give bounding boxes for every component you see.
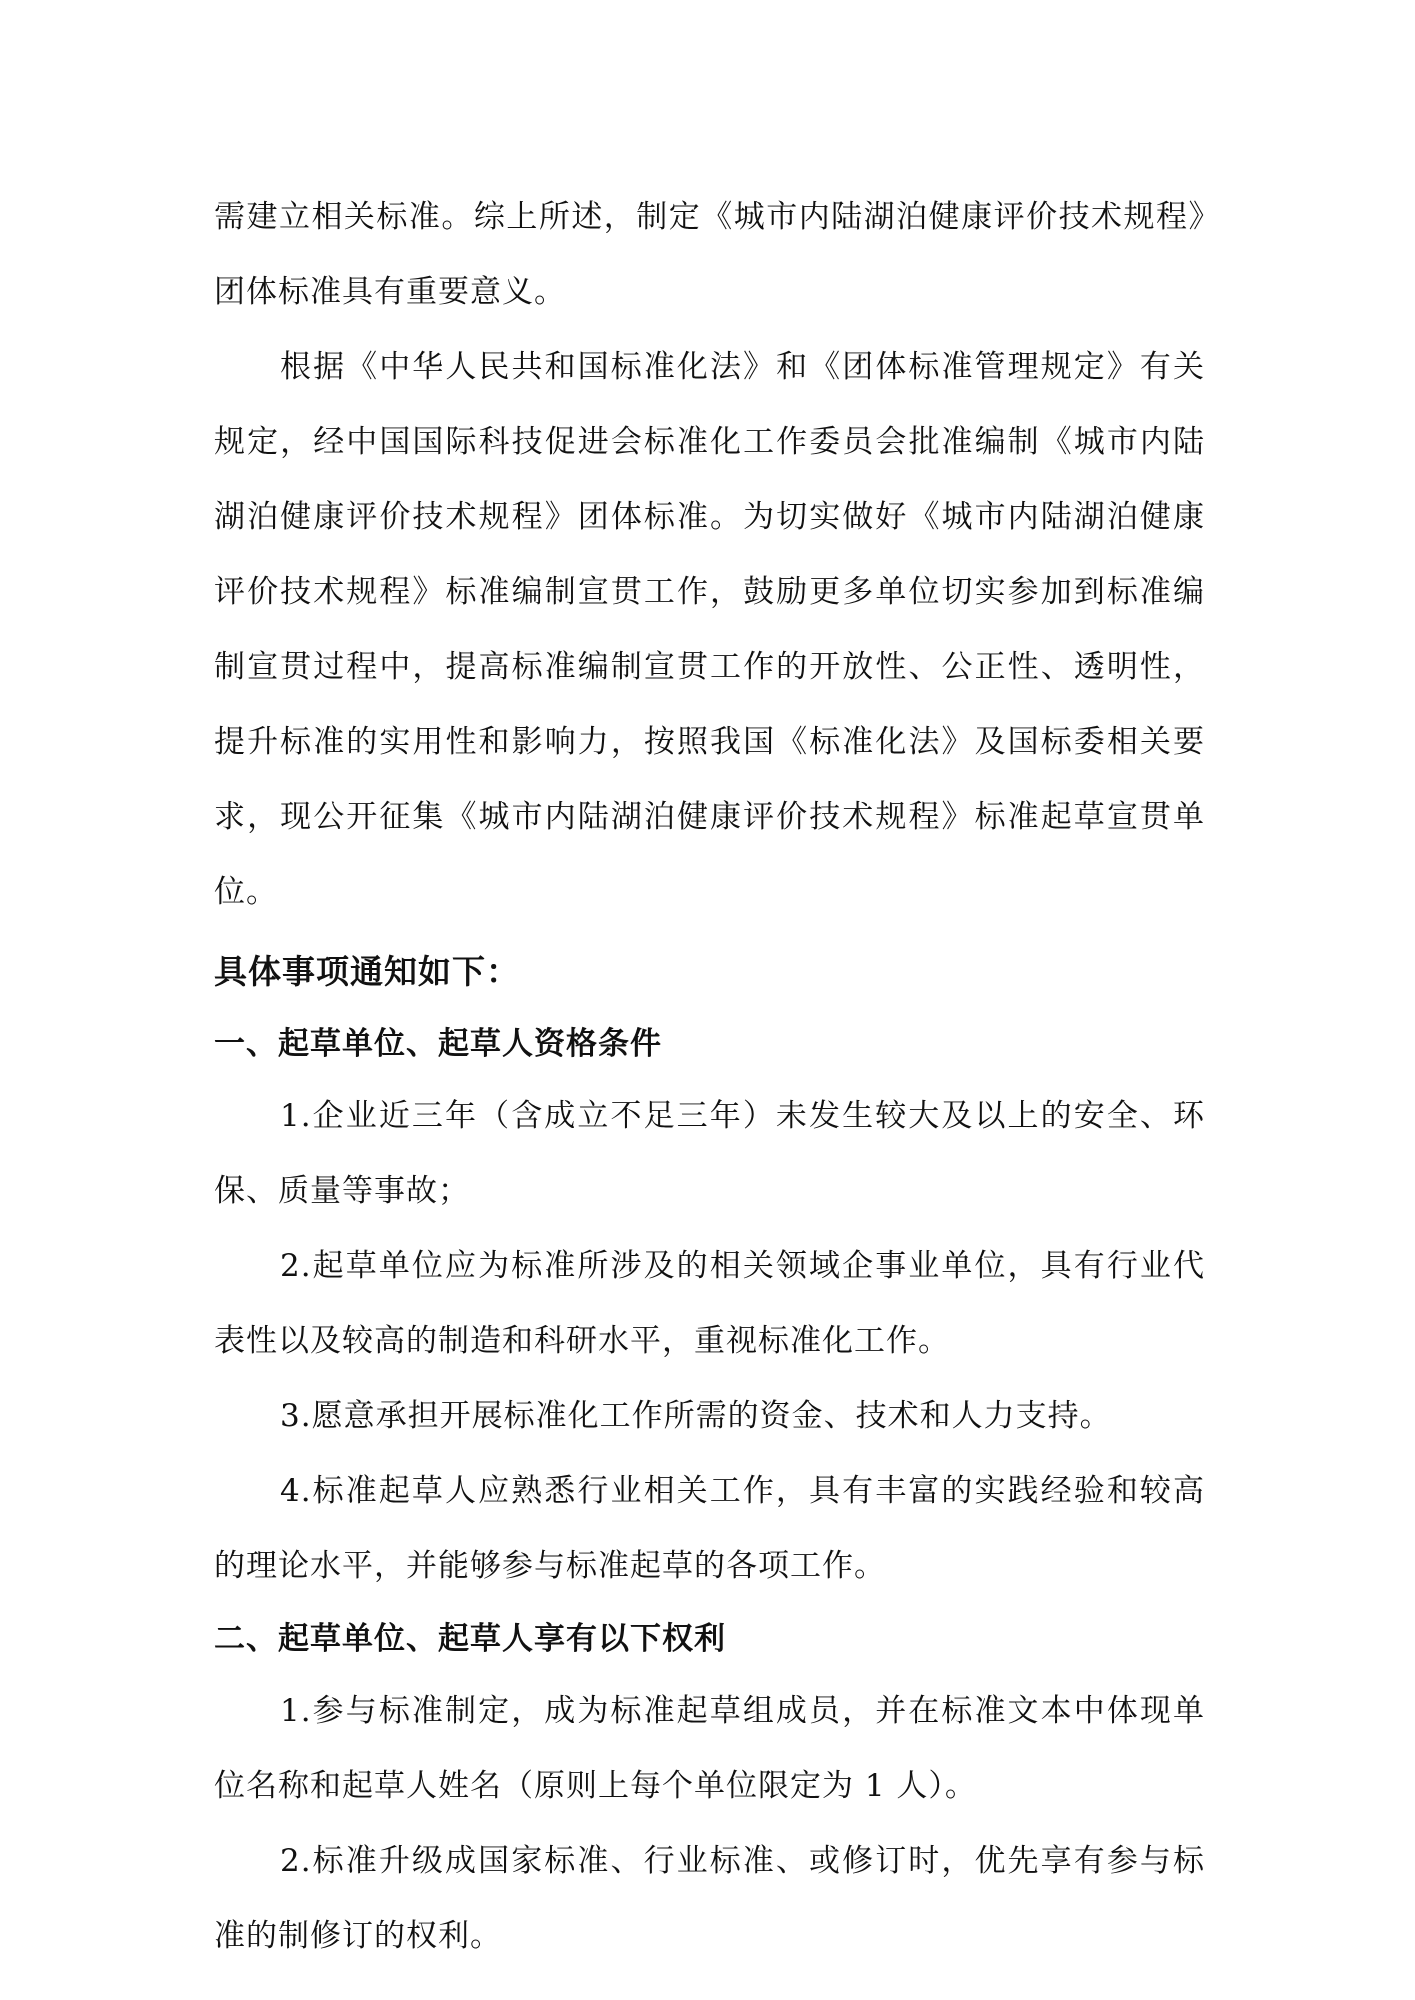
list-item: 1.参与标准制定，成为标准起草组成员，并在标准文本中体现单位名称和起草人姓名（原则上每个单位限定为 1 人）。	[214, 1693, 1205, 1804]
section-rights	[214, 1604, 1205, 1974]
section-qualifications	[214, 1009, 1205, 1604]
notice-heading: 具体事项通知如下：	[214, 952, 520, 991]
list-item: 2.标准升级成国家标准、行业标准、或修订时，优先享有参与标准的制修订的权利。	[214, 1843, 1205, 1954]
list-item: 3.愿意承担开展标准化工作所需的资金、技术和人力支持。	[280, 1398, 1112, 1434]
section-title: 一、起草单位、起草人资格条件	[214, 1026, 662, 1062]
intro-paragraph-main: 根据《中华人民共和国标准化法》和《团体标准管理规定》有关规定，经中国国际科技促进会标准化工作委员会批准编制《城市内陆湖泊健康评价技术规程》团体标准。为切实做好《城市内陆湖泊健康评价技术规程》标准编制宣贯工作，鼓励更多单位切实参加到标准编制宣贯过程中，提高标准编制宣贯工作的开放性、公正性、透明性，提升标准的实用性和影响力，按照我国《标准化法》及国标委相关要求，现公开征集《城市内陆湖泊健康评价技术规程》标准起草宣贯单位。	[214, 349, 1205, 910]
list-item: 1.企业近三年（含成立不足三年）未发生较大及以上的安全、环保、质量等事故；	[214, 1098, 1205, 1209]
section-title: 二、起草单位、起草人享有以下权利	[214, 1621, 726, 1657]
intro-paragraph-continued: 需建立相关标准。综上所述，制定《城市内陆湖泊健康评价技术规程》团体标准具有重要意义。	[214, 199, 1205, 310]
list-item: 4.标准起草人应熟悉行业相关工作，具有丰富的实践经验和较高的理论水平，并能够参与标准起草的各项工作。	[214, 1473, 1205, 1584]
list-item: 2.起草单位应为标准所涉及的相关领域企事业单位，具有行业代表性以及较高的制造和科研水平，重视标准化工作。	[214, 1248, 1205, 1359]
